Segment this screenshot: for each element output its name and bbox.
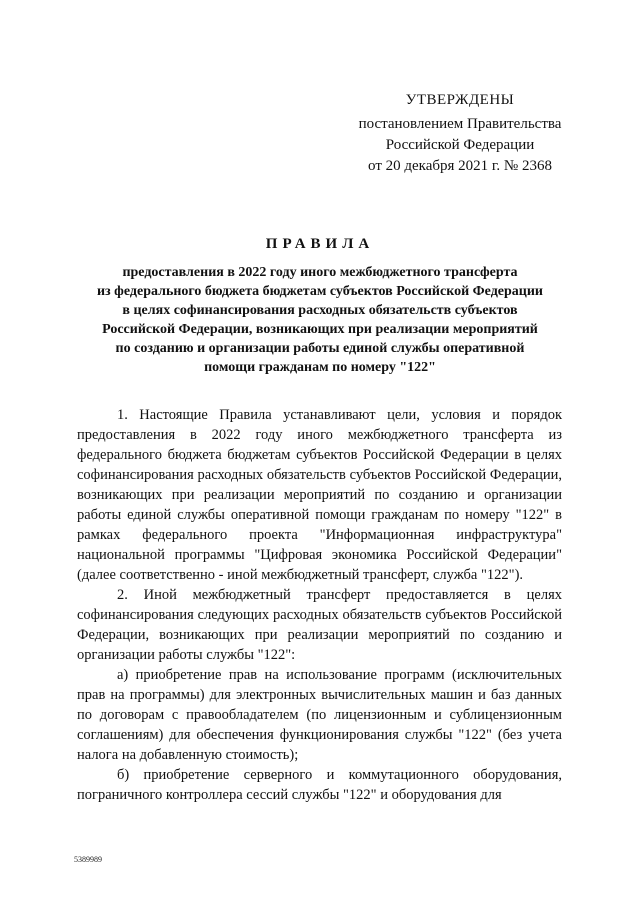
approval-block [340, 90, 580, 177]
paragraph-2: 2. Иной межбюджетный трансферт предоставляется в целях софинансирования следующих расходных обязательств субъектов Российской Федерации, возникающих при реализации мероприятий по созданию и организации работы службы "122": [77, 587, 562, 663]
subtitle-line: из федерального бюджета бюджетам субъектов Российской Федерации [96, 284, 543, 299]
subtitle-line: по созданию и организации работы единой службы оперативной [115, 341, 525, 356]
paragraph-1: 1. Настоящие Правила устанавливают цели, условия и порядок предоставления в 2022 году иного межбюджетного трансферта из федерального бюджета бюджетам субъектов Российской Федерации в целях софинансирования расходных обязательств субъектов Российской Федерации, возникающих при реализации мероприятий по созданию и организации работы единой службы оперативной помощи гражданам по номеру "122" в рамках федерального проекта "Информационная инфраструктура" национальной программы "Цифровая экономика Российской Федерации" (далее соответственно - иной межбюджетный трансферт, служба "122"). [77, 407, 562, 583]
document-subtitle [70, 263, 570, 377]
subtitle-line: в целях софинансирования расходных обязательств субъектов [122, 303, 518, 318]
approval-title: УТВЕРЖДЕНЫ [405, 92, 515, 108]
footer-code: 5389989 [74, 855, 102, 864]
paragraph-2a: а) приобретение прав на использование программ (исключительных прав на программы) для электронных вычислительных машин и баз данных по договорам с правообладателем (по лицензионным и сублицензионным соглашениям) для обеспечения функционирования службы "122" (без учета налога на добавленную стоимость); [77, 667, 562, 763]
subtitle-line: предоставления в 2022 году иного межбюджетного трансферта [122, 265, 518, 280]
approval-date: от 20 декабря 2021 г. № 2368 [368, 158, 552, 174]
approval-line: постановлением Правительства [358, 116, 562, 132]
approval-line: Российской Федерации [385, 137, 535, 153]
paragraph-2b: б) приобретение серверного и коммутационного оборудования, пограничного контроллера сессий службы "122" и оборудования для [77, 767, 562, 803]
subtitle-line: помощи гражданам по номеру "122" [204, 360, 436, 375]
document-body [77, 405, 562, 805]
subtitle-line: Российской Федерации, возникающих при реализации мероприятий [102, 322, 538, 337]
document-title: ПРАВИЛА [265, 236, 375, 252]
